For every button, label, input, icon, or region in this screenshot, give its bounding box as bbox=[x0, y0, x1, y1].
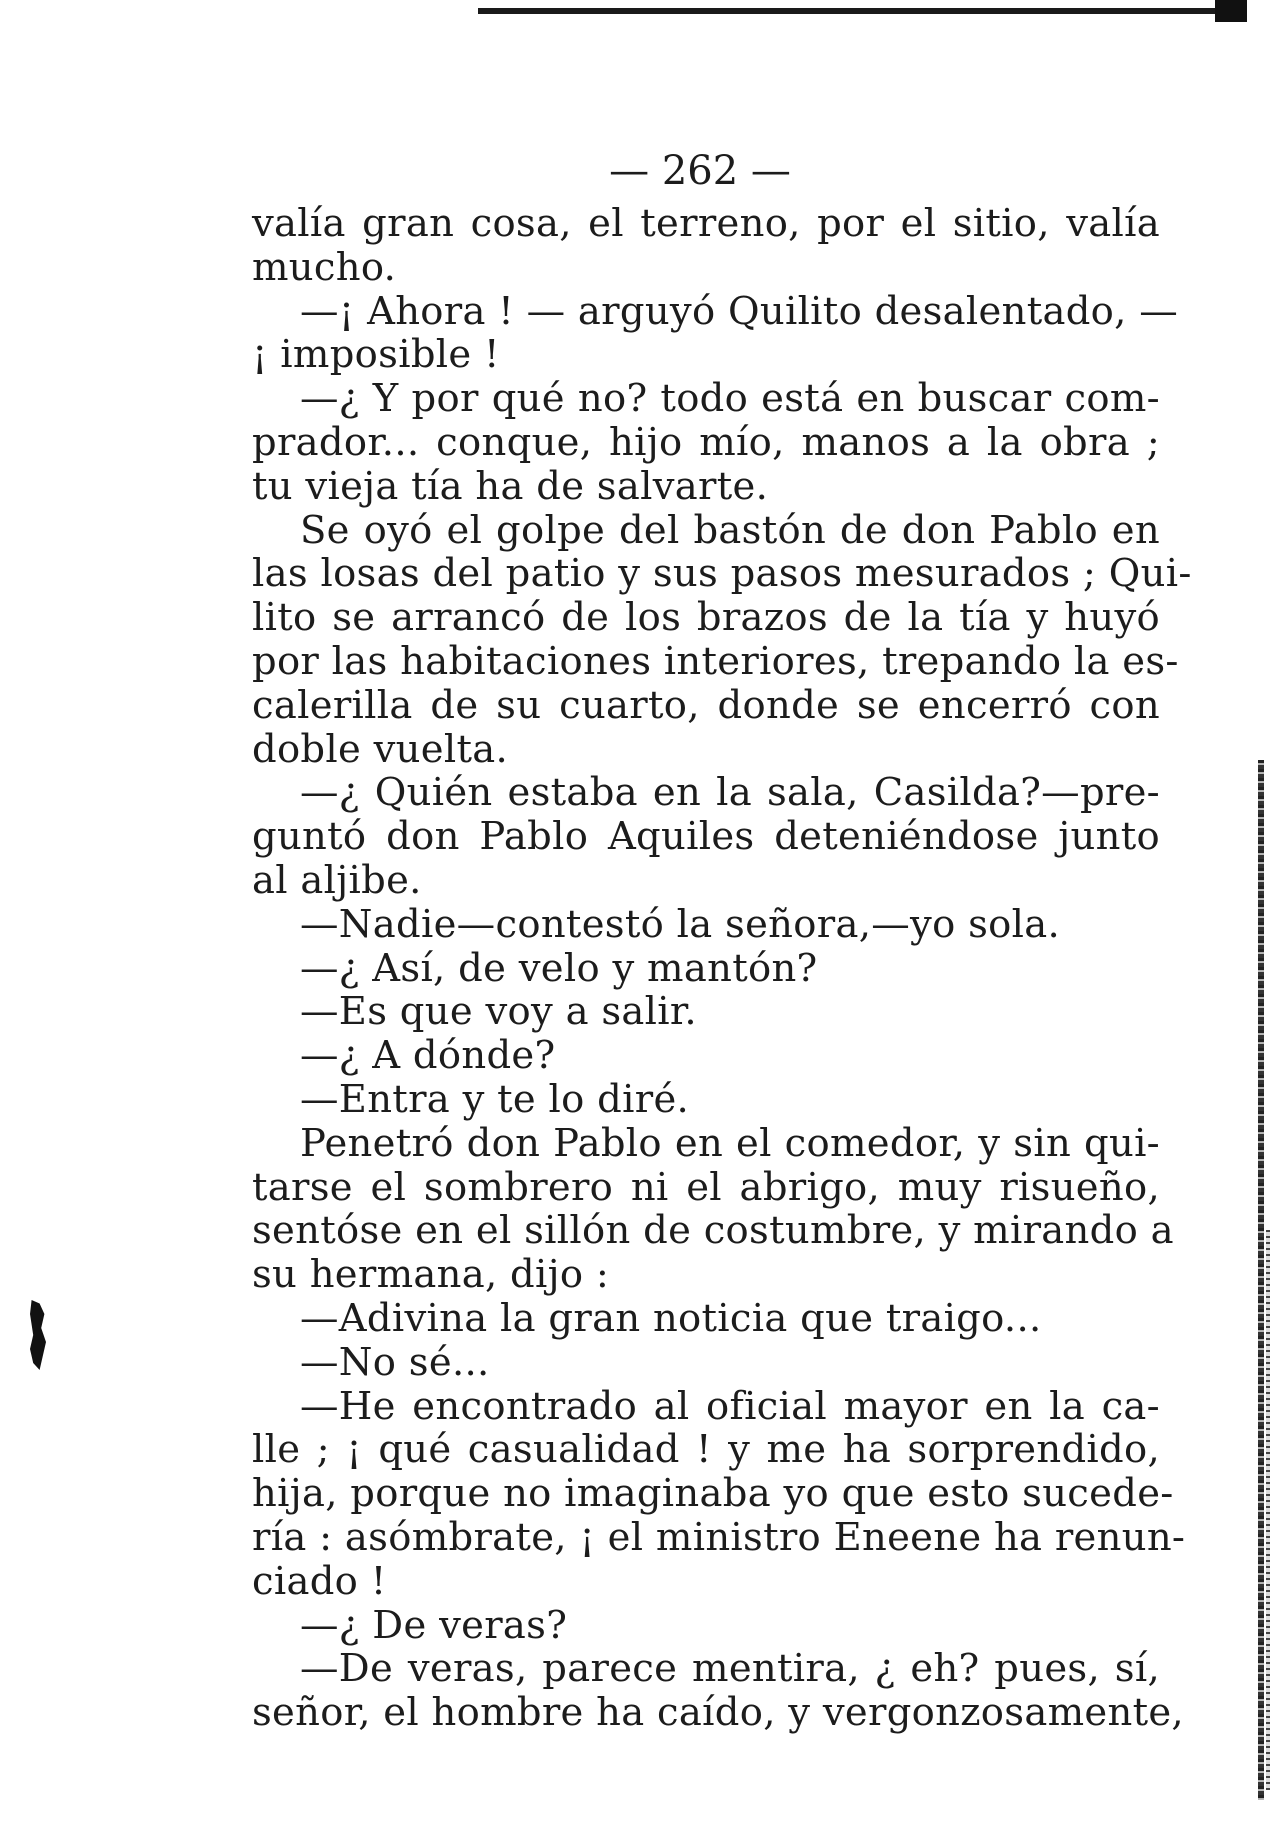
text-line: —He encontrado al oficial mayor en la ca- bbox=[300, 1383, 1160, 1429]
ink-mark bbox=[30, 1300, 46, 1370]
text-line: —¡ Ahora ! — arguyó Quilito desalentado, — bbox=[300, 288, 1179, 334]
text-line: guntó don Pablo Aquiles deteniéndose junto bbox=[252, 814, 1160, 860]
text-line: —¿ A dónde? bbox=[300, 1033, 556, 1079]
text-line: —¿ Quién estaba en la sala, Casilda?—pre- bbox=[300, 770, 1160, 816]
text-line: tu vieja tía ha de salvarte. bbox=[252, 463, 769, 509]
text-line: señor, el hombre ha caído, y vergonzosamente, bbox=[252, 1690, 1184, 1736]
text-line: las losas del patio y sus pasos mesurados ; Qui- bbox=[252, 551, 1192, 597]
text-line: ciado ! bbox=[252, 1558, 387, 1604]
body-text bbox=[252, 201, 1192, 1736]
text-line: —Adivina la gran noticia que traigo... bbox=[300, 1295, 1042, 1341]
text-line: —Nadie—contestó la señora,—yo sola. bbox=[300, 901, 1061, 947]
text-line: —¿ De veras? bbox=[300, 1602, 568, 1648]
text-line: lle ; ¡ qué casualidad ! y me ha sorprendido, bbox=[252, 1427, 1160, 1473]
text-line: doble vuelta. bbox=[252, 726, 509, 772]
text-line: Se oyó el golpe del bastón de don Pablo en bbox=[300, 507, 1160, 553]
page-edge-shadow-secondary bbox=[1266, 1230, 1270, 1790]
text-line: —De veras, parece mentira, ¿ eh? pues, sí, bbox=[300, 1646, 1160, 1692]
text-line: su hermana, dijo : bbox=[252, 1252, 610, 1298]
text-line: hija, porque no imaginaba yo que esto sucede- bbox=[252, 1471, 1174, 1517]
text-line: por las habitaciones interiores, trepando la es- bbox=[252, 638, 1179, 684]
text-line: ría : asómbrate, ¡ el ministro Eneene ha renun- bbox=[252, 1514, 1186, 1560]
top-rule bbox=[478, 8, 1244, 14]
text-line: valía gran cosa, el terreno, por el sitio, valía bbox=[252, 201, 1160, 246]
text-line: lito se arrancó de los brazos de la tía y huyó bbox=[252, 595, 1160, 641]
text-line: —No sé... bbox=[300, 1339, 490, 1385]
text-line: calerilla de su cuarto, donde se encerró con bbox=[252, 682, 1160, 728]
top-rule-end bbox=[1215, 0, 1247, 22]
text-line: prador... conque, hijo mío, manos a la obra ; bbox=[252, 419, 1160, 465]
page-number: — 262 — bbox=[609, 148, 791, 194]
text-line: sentóse en el sillón de costumbre, y mirando a bbox=[252, 1208, 1174, 1254]
page-edge-shadow bbox=[1258, 760, 1264, 1800]
text-line: —Entra y te lo diré. bbox=[300, 1076, 690, 1122]
text-line: tarse el sombrero ni el abrigo, muy risueño, bbox=[252, 1164, 1160, 1210]
text-line: Penetró don Pablo en el comedor, y sin qui- bbox=[300, 1120, 1160, 1166]
text-line: ¡ imposible ! bbox=[252, 332, 500, 378]
text-line: al aljibe. bbox=[252, 857, 422, 903]
text-line: mucho. bbox=[252, 244, 397, 290]
text-line: —¿ Así, de velo y mantón? bbox=[300, 945, 818, 991]
text-line: —¿ Y por qué no? todo está en buscar com- bbox=[300, 376, 1160, 422]
text-line: —Es que voy a salir. bbox=[300, 989, 697, 1035]
